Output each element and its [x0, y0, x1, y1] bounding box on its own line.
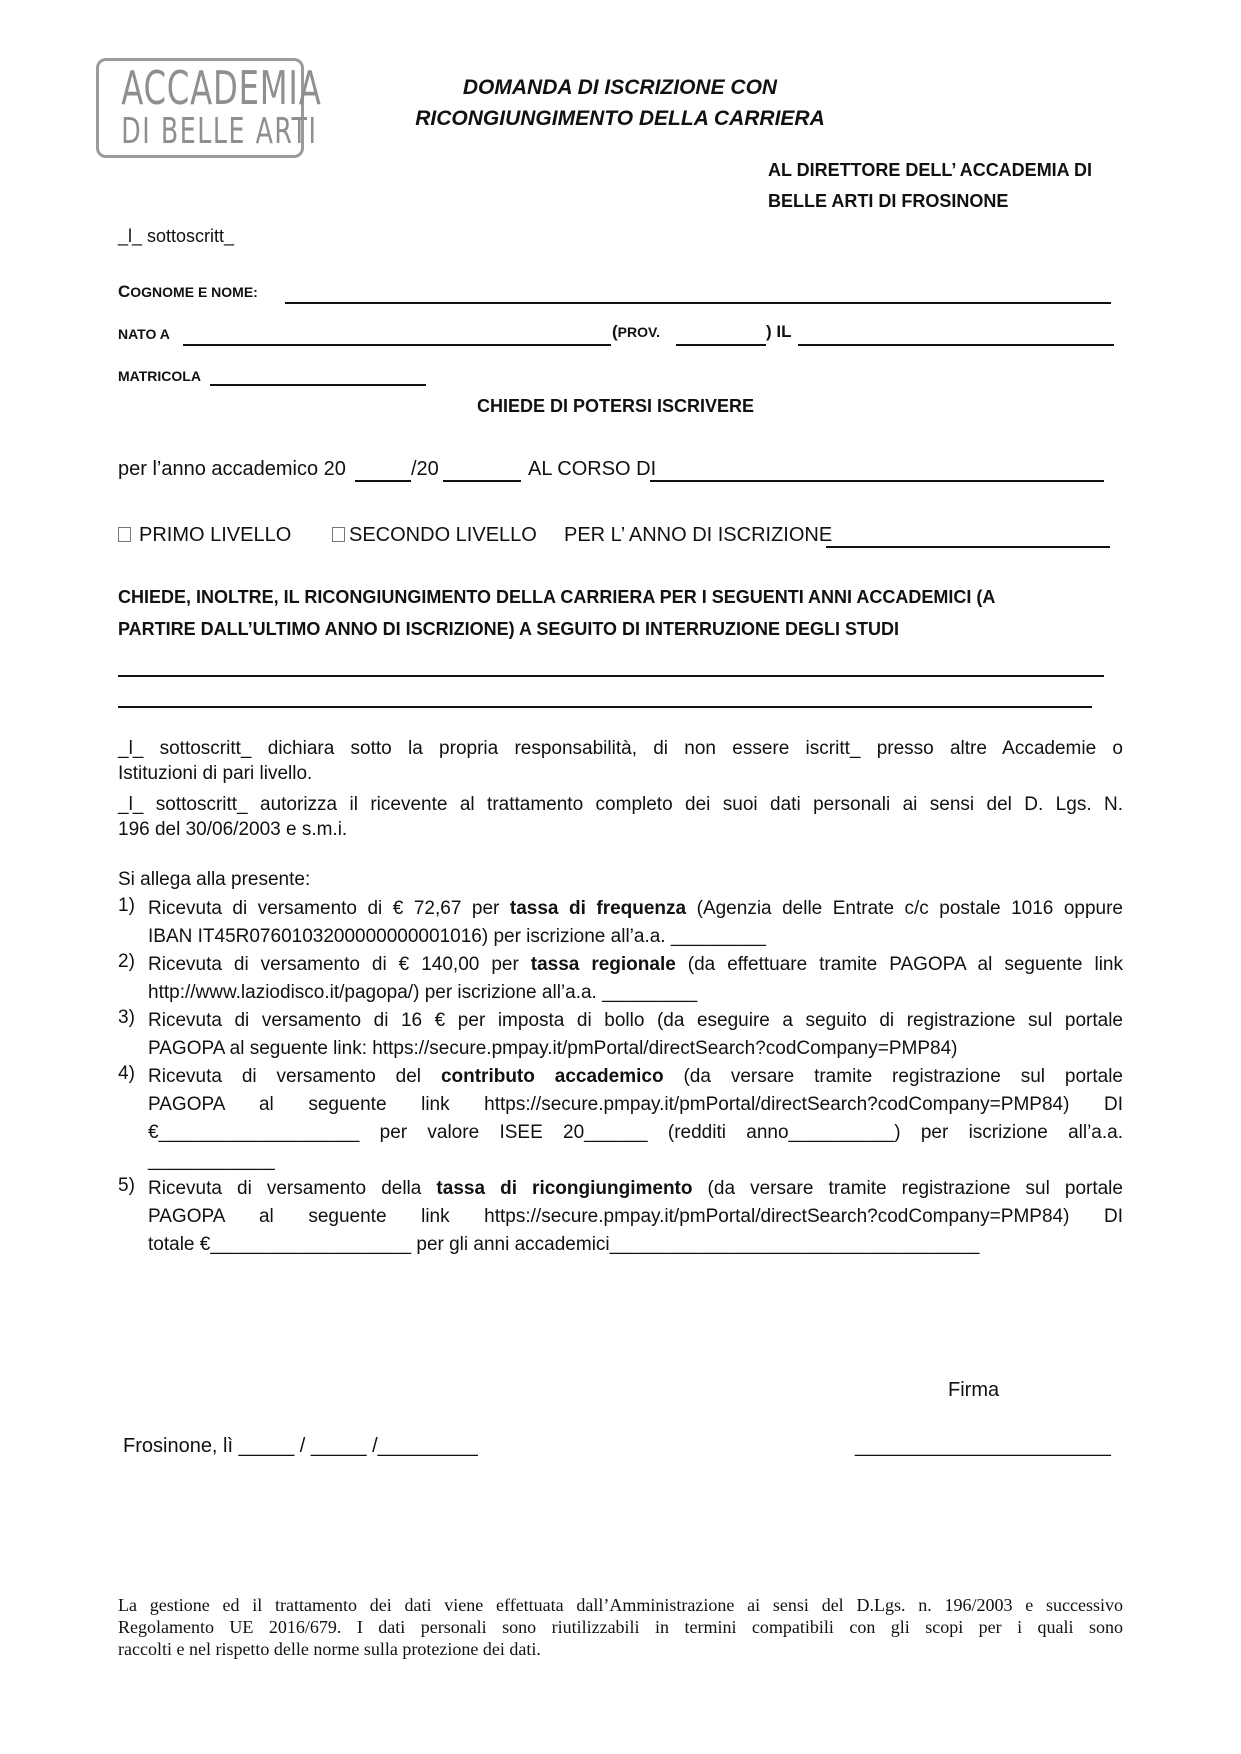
birthdate-line[interactable] — [798, 344, 1114, 346]
recipient-line2: BELLE ARTI DI FROSINONE — [768, 191, 1009, 211]
attachments-intro: Si allega alla presente: — [118, 869, 311, 890]
name-field-label: COGNOME E NOME: — [118, 282, 258, 301]
second-level-option[interactable]: SECONDO LIVELLO — [332, 524, 537, 547]
reunification-line2: PARTIRE DALL’ULTIMO ANNO DI ISCRIZIONE) A SEGUITO DI INTERRUZIONE DEGLI STUDI — [118, 619, 900, 639]
attachment-1: Ricevuta di versamento di € 72,67 per tassa di frequenza (Agenzia delle Entrate c/c postale 1016 oppure IBAN IT45R0760103200000000001016) per iscrizione all’a.a. _________ — [148, 898, 1123, 947]
recipient-line1: AL DIRETTORE DELL’ ACCADEMIA DI — [768, 160, 1093, 180]
place-date[interactable]: Frosinone, lì _____ / _____ /_________ — [123, 1435, 478, 1457]
academic-year-prefix: per l’anno accademico 20 — [118, 458, 346, 480]
birthdate-label: ) IL — [766, 322, 792, 341]
document-title-line2: RICONGIUNGIMENTO DELLA CARRIERA — [415, 107, 825, 130]
logo-line1: ACCADEMIA — [121, 61, 322, 115]
birthplace-label: NATO A — [118, 326, 170, 342]
attachment-3-number: 3) — [118, 1007, 135, 1028]
student-id-label: MATRICOLA — [118, 368, 201, 384]
declaration-line3: _l_ sottoscritt_ autorizza il ricevente al trattamento completo dei suoi dati personali ai sensi del D. Lgs. N. — [118, 794, 1123, 815]
student-id-line[interactable] — [210, 384, 426, 386]
attachment-4-number: 4) — [118, 1063, 135, 1084]
academic-year-end-line[interactable] — [443, 480, 521, 482]
second-level-checkbox[interactable] — [332, 527, 345, 542]
attachment-2-number: 2) — [118, 951, 135, 972]
request-heading: CHIEDE DI POTERSI ISCRIVERE — [477, 396, 755, 416]
attachment-4: Ricevuta di versamento del contributo accademico (da versare tramite registrazione sul portale PAGOPA al seguente link https://secure.pmpay.it/pmPortal/directSearch?codCompany=PMP84) DI €___________________ per valore ISEE 20______ (redditi anno__________) per iscrizione all’a.a. ____________ — [148, 1066, 1124, 1171]
attachment-5-number: 5) — [118, 1175, 135, 1196]
document-title-line1: DOMANDA DI ISCRIZIONE CON — [462, 76, 778, 99]
academic-year-start-line[interactable] — [355, 480, 411, 482]
reunification-years-line2[interactable] — [118, 706, 1092, 708]
birthplace-line[interactable] — [183, 344, 611, 346]
course-label: AL CORSO DI — [528, 458, 657, 480]
signature-label: Firma — [948, 1379, 1000, 1401]
name-field-line[interactable] — [285, 302, 1111, 304]
academic-year-mid: /20 — [411, 458, 439, 480]
reunification-years-line1[interactable] — [118, 675, 1104, 677]
first-level-checkbox[interactable] — [118, 527, 131, 542]
privacy-footer: La gestione ed il trattamento dei dati viene effettuata dall’Amministrazione ai sensi del D.Lgs. n. 196/2003 e successivo Regolamento UE 2016/679. I dati personali sono riutilizzabili in termini compatibili con gli scopi per i quali sono raccolti e nel rispetto delle norme sulla protezione dei dati. — [118, 1595, 1123, 1659]
attachment-5: Ricevuta di versamento della tassa di ricongiungimento (da versare tramite registrazione sul portale PAGOPA al seguente link https://secure.pmpay.it/pmPortal/directSearch?codCompany=PMP84) DI totale €___________________ per gli anni accademici___________________________________ — [148, 1178, 1123, 1255]
first-level-option[interactable]: PRIMO LIVELLO — [118, 524, 291, 547]
signature-line[interactable]: _______________________ — [855, 1435, 1111, 1457]
province-label: (PROV. — [612, 322, 660, 341]
enrollment-year-label: PER L’ ANNO DI ISCRIZIONE — [564, 524, 833, 546]
attachment-3: Ricevuta di versamento di 16 € per imposta di bollo (da eseguire a seguito di registrazione sul portale PAGOPA al seguente link: https://secure.pmpay.it/pmPortal/directSearch?codCompany=PMP84) — [148, 1010, 1123, 1059]
attachment-2: Ricevuta di versamento di € 140,00 per tassa regionale (da effettuare tramite PAGOPA al seguente link http://www.laziodisco.it/pagopa/) per iscrizione all’a.a. _________ — [148, 954, 1123, 1003]
declaration-line4: 196 del 30/06/2003 e s.m.i. — [118, 819, 348, 840]
academy-logo — [96, 58, 322, 158]
reunification-line1: CHIEDE, INOLTRE, IL RICONGIUNGIMENTO DELLA CARRIERA PER I SEGUENTI ANNI ACCADEMICI (A — [118, 587, 996, 607]
province-line[interactable] — [676, 344, 766, 346]
logo-line2: DI BELLE ARTI — [121, 111, 318, 152]
attachment-1-number: 1) — [118, 895, 135, 916]
declaration-line2: Istituzioni di pari livello. — [118, 763, 313, 784]
declaration-line1: _l_ sottoscritt_ dichiara sotto la propria responsabilità, di non essere iscritt_ presso altre Accademie o — [118, 738, 1123, 759]
enrollment-year-line[interactable] — [826, 546, 1110, 548]
undersigned-label: _l_ sottoscritt_ — [118, 226, 235, 246]
course-line[interactable] — [650, 480, 1104, 482]
